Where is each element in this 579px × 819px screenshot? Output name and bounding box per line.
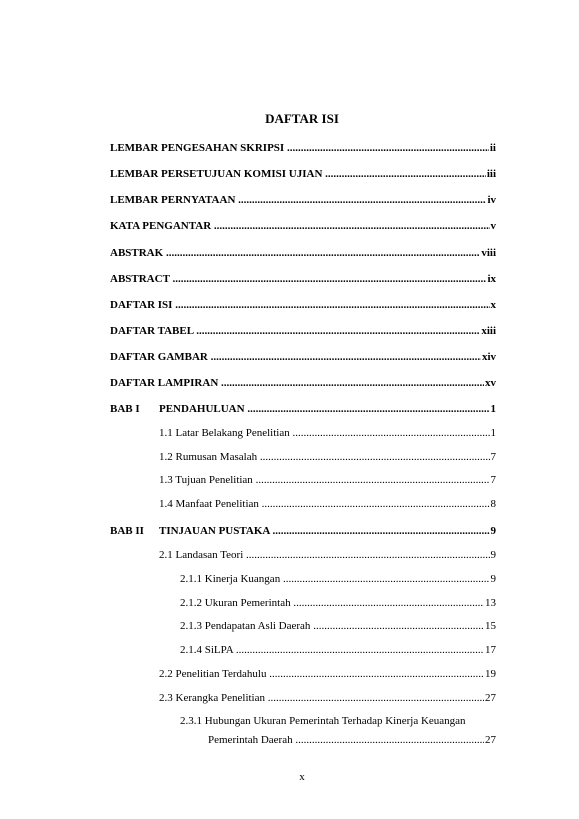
toc-label: ABSTRAK .....: [110, 246, 480, 260]
toc-label: 1.1 Latar Belakang Penelitian .....: [159, 426, 490, 440]
toc-page: ii: [489, 142, 496, 154]
toc-page: xiii: [481, 325, 496, 337]
toc-page: 1: [490, 403, 496, 415]
toc-subentry[interactable]: [159, 450, 496, 464]
toc-subentry[interactable]: [159, 497, 496, 511]
toc-entry[interactable]: [110, 246, 496, 260]
toc-label: 2.1.3 Pendapatan Asli Daerah .....: [180, 619, 484, 633]
toc-subentry[interactable]: [159, 667, 496, 681]
toc-subentry[interactable]: [159, 548, 496, 562]
toc-label: 1.3 Tujuan Penelitian .....: [159, 473, 490, 487]
toc-page: 27: [485, 734, 496, 746]
toc-subsubentry[interactable]: [180, 619, 496, 633]
toc-page: xiv: [481, 351, 496, 363]
toc-label: DAFTAR LAMPIRAN .....: [110, 376, 484, 390]
toc-entry[interactable]: [110, 272, 496, 286]
chapter-number: BAB II: [110, 525, 144, 537]
toc-label: 2.2 Penelitian Terdahulu .....: [159, 667, 484, 681]
toc-entry[interactable]: [110, 219, 496, 233]
toc-page: 15: [485, 620, 496, 632]
toc-page: iv: [487, 194, 496, 206]
toc-label: LEMBAR PERSETUJUAN KOMISI UJIAN .....: [110, 167, 486, 181]
toc-label: ABSTRACT .....: [110, 272, 486, 286]
toc-page: viii: [481, 247, 496, 259]
toc-page: xv: [485, 377, 496, 389]
toc-chapter-entry[interactable]: [159, 524, 496, 538]
toc-label: 2.1.4 SiLPA .....: [180, 643, 484, 657]
toc-page: ix: [487, 273, 496, 285]
toc-page: 8: [490, 498, 496, 510]
chapter-number: BAB I: [110, 403, 140, 415]
toc-entry[interactable]: [110, 141, 496, 155]
toc-subsubentry-line1[interactable]: 2.3.1 Hubungan Ukuran Pemerintah Terhadap Kinerja Keuangan: [180, 715, 466, 727]
toc-entry[interactable]: [110, 193, 496, 207]
toc-page: 9: [490, 525, 496, 537]
toc-subsubentry[interactable]: [180, 643, 496, 657]
toc-label: LEMBAR PENGESAHAN SKRIPSI .....: [110, 141, 489, 155]
toc-page: 17: [485, 644, 496, 656]
toc-page: 7: [490, 451, 496, 463]
page-title: DAFTAR ISI: [265, 111, 339, 126]
toc-entry[interactable]: [110, 167, 496, 181]
toc-entry[interactable]: [110, 376, 496, 390]
toc-label: Pemerintah Daerah .....: [208, 733, 484, 747]
toc-page: 1: [490, 427, 496, 439]
toc-label: 2.3 Kerangka Penelitian .....: [159, 691, 484, 705]
toc-subentry[interactable]: [159, 691, 496, 705]
toc-subsubentry[interactable]: [180, 596, 496, 610]
toc-page: 7: [490, 474, 496, 486]
toc-label: TINJAUAN PUSTAKA .....: [159, 524, 490, 538]
toc-subentry[interactable]: [159, 473, 496, 487]
toc-page: iii: [486, 168, 496, 180]
page-number: x: [299, 771, 305, 783]
toc-label: 2.1 Landasan Teori .....: [159, 548, 490, 562]
toc-label: 1.4 Manfaat Penelitian .....: [159, 497, 490, 511]
toc-page: 9: [490, 573, 496, 585]
toc-label: PENDAHULUAN .....: [159, 402, 490, 416]
toc-subsubentry[interactable]: [208, 733, 496, 747]
toc-chapter-entry[interactable]: [159, 402, 496, 416]
toc-page: 19: [485, 668, 496, 680]
toc-page: 9: [490, 549, 496, 561]
toc-entry[interactable]: [110, 350, 496, 364]
toc-label: DAFTAR TABEL .....: [110, 324, 480, 338]
toc-entry[interactable]: [110, 324, 496, 338]
toc-subsubentry[interactable]: [180, 572, 496, 586]
toc-page: 27: [485, 692, 496, 704]
toc-label: DAFTAR GAMBAR .....: [110, 350, 481, 364]
toc-label: 2.1.1 Kinerja Kuangan .....: [180, 572, 490, 586]
toc-label: KATA PENGANTAR .....: [110, 219, 490, 233]
toc-label: DAFTAR ISI .....: [110, 298, 490, 312]
toc-page: 13: [485, 597, 496, 609]
toc-label: 2.1.2 Ukuran Pemerintah .....: [180, 596, 484, 610]
toc-subentry[interactable]: [159, 426, 496, 440]
toc-label: 1.2 Rumusan Masalah .....: [159, 450, 490, 464]
toc-entry[interactable]: [110, 298, 496, 312]
toc-page: x: [490, 299, 496, 311]
toc-label: LEMBAR PERNYATAAN .....: [110, 193, 486, 207]
toc-page: v: [490, 220, 496, 232]
